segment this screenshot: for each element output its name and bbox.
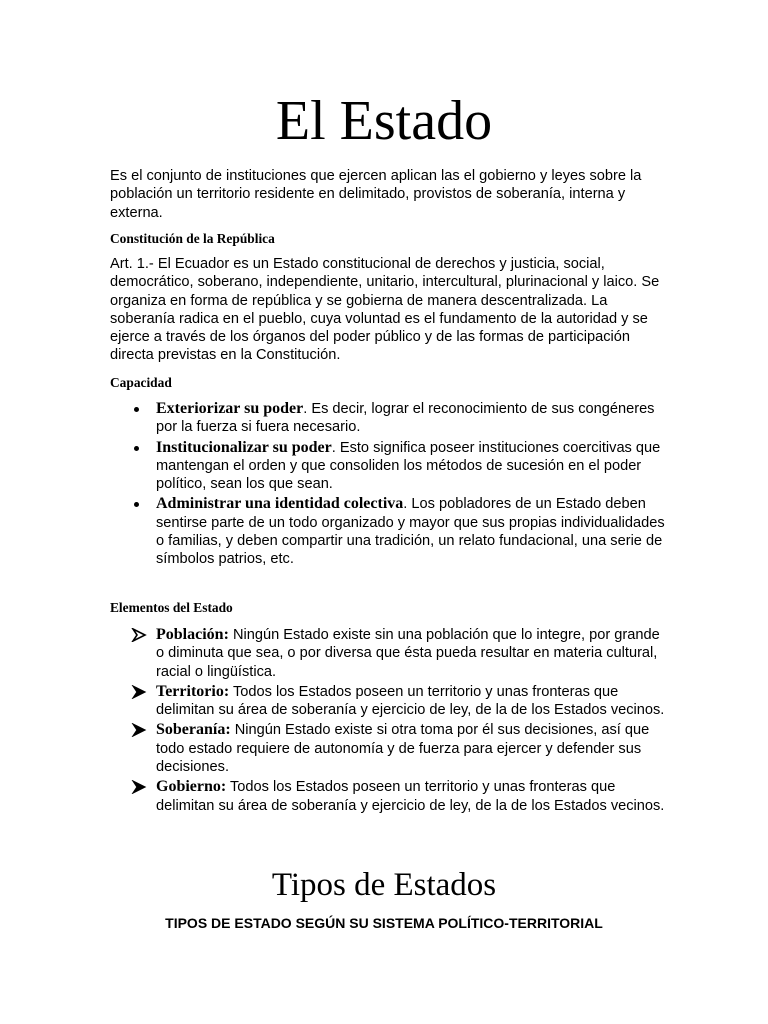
list-item-term: Población: [156, 626, 229, 643]
list-item-text: . Es decir, lograr el reconocimiento de sus congéneres por la fuerza si fuera necesario. [156, 401, 655, 436]
list-item-text: . Los pobladores de un Estado deben sentirse parte de un todo organizado y mayor que sus propias individualidades o familias, y deben compartir una tradición, un relato fundacional, una serie de símbolos patrios, etc. [156, 496, 665, 568]
intro-paragraph: Es el conjunto de instituciones que ejercen aplican las el gobierno y leyes sobre la población un territorio residente en delimitado, provistos de soberanía, interna y externa. [110, 168, 642, 221]
list-item [110, 495, 670, 568]
section-heading-capacidad: Capacidad [110, 375, 172, 390]
list-item-term: Gobierno: [156, 778, 227, 796]
list-item [110, 400, 670, 437]
list-item-text: Ningún Estado existe si otra toma por él sus decisiones, así que todo estado requiere de autonomía y de fuerza para ejercer y defender sus decisiones. [156, 722, 650, 776]
subheading-tipos: TIPOS DE ESTADO SEGÚN SU SISTEMA POLÍTICO-TERRITORIAL [165, 915, 603, 931]
section-title-tipos: Tipos de Estados [271, 867, 497, 903]
constitucion-paragraph: Art. 1.- El Ecuador es un Estado constitucional de derechos y justicia, social, democrático, soberano, independiente, unitario, intercultural, plurinacional y laico. Se organiza en forma de república y se gobierna de manera descentralizada. La soberanía radica en el pueblo, cuya voluntad es el fundamento de la autoridad y se ejerce a través de los órganos del poder público y de las formas de participación directa previstas en la Constitución. [110, 256, 660, 364]
list-item [110, 439, 670, 494]
list-item-term: Exteriorizar su poder [156, 400, 304, 417]
bullet-dot-icon [134, 446, 139, 451]
capacidad-list [110, 400, 670, 569]
list-item [110, 778, 670, 815]
arrow-right-icon [131, 723, 147, 737]
list-item-text: Ningún Estado existe sin una población que lo integre, por grande o diminuta que sea, o por diversa que ésta pueda resultar en materia cultural, racial o lingüística. [156, 627, 660, 680]
bullet-dot-icon [134, 407, 139, 412]
section-heading-elementos: Elementos del Estado [110, 600, 233, 615]
list-item [110, 683, 670, 720]
list-item [110, 626, 670, 681]
list-item-term: Soberanía: [156, 721, 231, 739]
list-item-term: Territorio: [156, 682, 230, 700]
bullet-dot-icon [134, 502, 139, 507]
list-item-text: Todos los Estados poseen un territorio y unas fronteras que delimitan su área de soberanía y ejercicio de ley, de la de los Estados vecinos. [156, 779, 665, 814]
elementos-list [110, 626, 670, 815]
arrow-right-icon [131, 628, 147, 642]
list-item-text: . Esto significa poseer instituciones coercitivas que mantengan el orden y que consoliden los métodos de sucesión en el poder político, sean los que sean. [156, 439, 661, 493]
list-item-term: Institucionalizar su poder [156, 438, 332, 456]
arrow-right-icon [131, 780, 147, 794]
list-item-term: Administrar una identidad colectiva [156, 495, 404, 513]
list-item-text: Todos los Estados poseen un territorio y unas fronteras que delimitan su área de soberanía y ejercicio de ley, de la de los Estados vecinos. [156, 683, 665, 719]
arrow-right-icon [131, 685, 147, 699]
page-title: El Estado [275, 90, 493, 152]
list-item [110, 721, 670, 776]
section-heading-constitucion: Constitución de la República [110, 231, 275, 246]
